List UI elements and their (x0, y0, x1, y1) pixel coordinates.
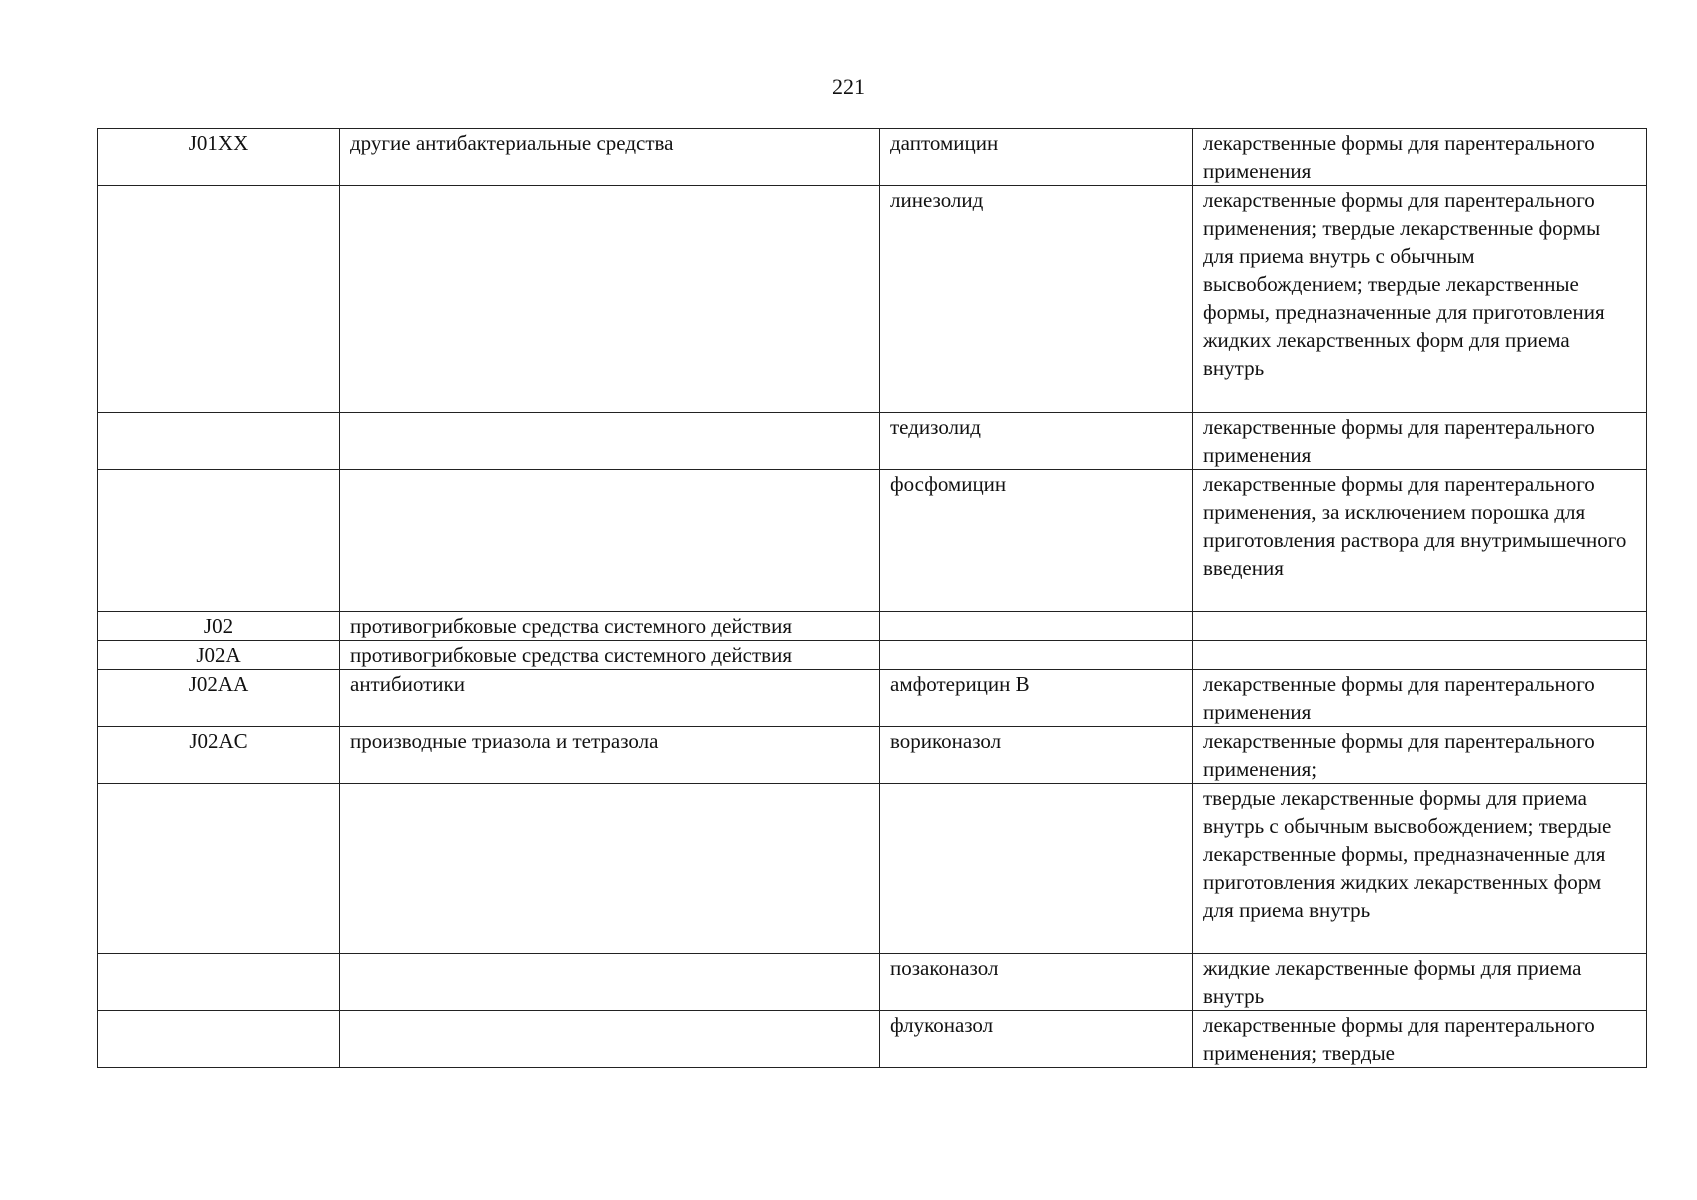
dosage-forms-cell: лекарственные формы для парентерального применения; (1193, 727, 1647, 784)
atc-code-cell: J02A (98, 641, 340, 670)
group-name-cell: другие антибактериальные средства (340, 129, 880, 186)
dosage-forms-cell: лекарственные формы для парентерального применения (1193, 129, 1647, 186)
drug-name-cell: вориконазол (880, 727, 1193, 784)
table-row (98, 641, 1647, 670)
table-row (98, 727, 1647, 784)
drug-name-cell: флуконазол (880, 1011, 1193, 1068)
atc-code-cell (98, 413, 340, 470)
group-name-cell: производные триазола и тетразола (340, 727, 880, 784)
dosage-forms-cell: лекарственные формы для парентерального применения; твердые лекарственные формы для приема внутрь с обычным высвобождением; твердые лекарственные формы, предназначенные для приготовления жидких лекарственных форм для приема внутрь (1193, 186, 1647, 413)
atc-code-cell (98, 470, 340, 612)
drug-name-cell: амфотерицин B (880, 670, 1193, 727)
atc-code-cell: J01XX (98, 129, 340, 186)
atc-code-cell (98, 954, 340, 1011)
drug-name-cell: позаконазол (880, 954, 1193, 1011)
drug-name-cell (880, 641, 1193, 670)
atc-code-cell: J02AC (98, 727, 340, 784)
dosage-forms-cell: жидкие лекарственные формы для приема внутрь (1193, 954, 1647, 1011)
drug-name-cell: фосфомицин (880, 470, 1193, 612)
table-row (98, 129, 1647, 186)
atc-code-cell (98, 1011, 340, 1068)
dosage-forms-cell: лекарственные формы для парентерального применения, за исключением порошка для приготовления раствора для внутримышечного введения (1193, 470, 1647, 612)
atc-code-cell (98, 186, 340, 413)
group-name-cell (340, 784, 880, 954)
table-row (98, 670, 1647, 727)
drug-name-cell: даптомицин (880, 129, 1193, 186)
dosage-forms-cell: твердые лекарственные формы для приема внутрь с обычным высвобождением; твердые лекарственные формы, предназначенные для приготовления жидких лекарственных форм для приема внутрь (1193, 784, 1647, 954)
dosage-forms-cell: лекарственные формы для парентерального применения (1193, 413, 1647, 470)
group-name-cell: противогрибковые средства системного действия (340, 641, 880, 670)
table-row (98, 784, 1647, 954)
atc-code-cell (98, 784, 340, 954)
dosage-forms-cell: лекарственные формы для парентерального применения (1193, 670, 1647, 727)
table-row (98, 186, 1647, 413)
group-name-cell (340, 413, 880, 470)
table-row (98, 1011, 1647, 1068)
table-row (98, 612, 1647, 641)
dosage-forms-cell: лекарственные формы для парентерального применения; твердые (1193, 1011, 1647, 1068)
atc-code-cell: J02AA (98, 670, 340, 727)
dosage-forms-cell (1193, 641, 1647, 670)
group-name-cell: противогрибковые средства системного действия (340, 612, 880, 641)
table-row (98, 470, 1647, 612)
table-row (98, 954, 1647, 1011)
group-name-cell (340, 186, 880, 413)
group-name-cell: антибиотики (340, 670, 880, 727)
page-number: 221 (832, 74, 865, 99)
dosage-forms-cell (1193, 612, 1647, 641)
drug-name-cell (880, 784, 1193, 954)
drug-table (97, 128, 1647, 1068)
group-name-cell (340, 954, 880, 1011)
drug-name-cell: линезолид (880, 186, 1193, 413)
table-row (98, 413, 1647, 470)
drug-name-cell (880, 612, 1193, 641)
group-name-cell (340, 470, 880, 612)
drug-name-cell: тедизолид (880, 413, 1193, 470)
atc-code-cell: J02 (98, 612, 340, 641)
group-name-cell (340, 1011, 880, 1068)
